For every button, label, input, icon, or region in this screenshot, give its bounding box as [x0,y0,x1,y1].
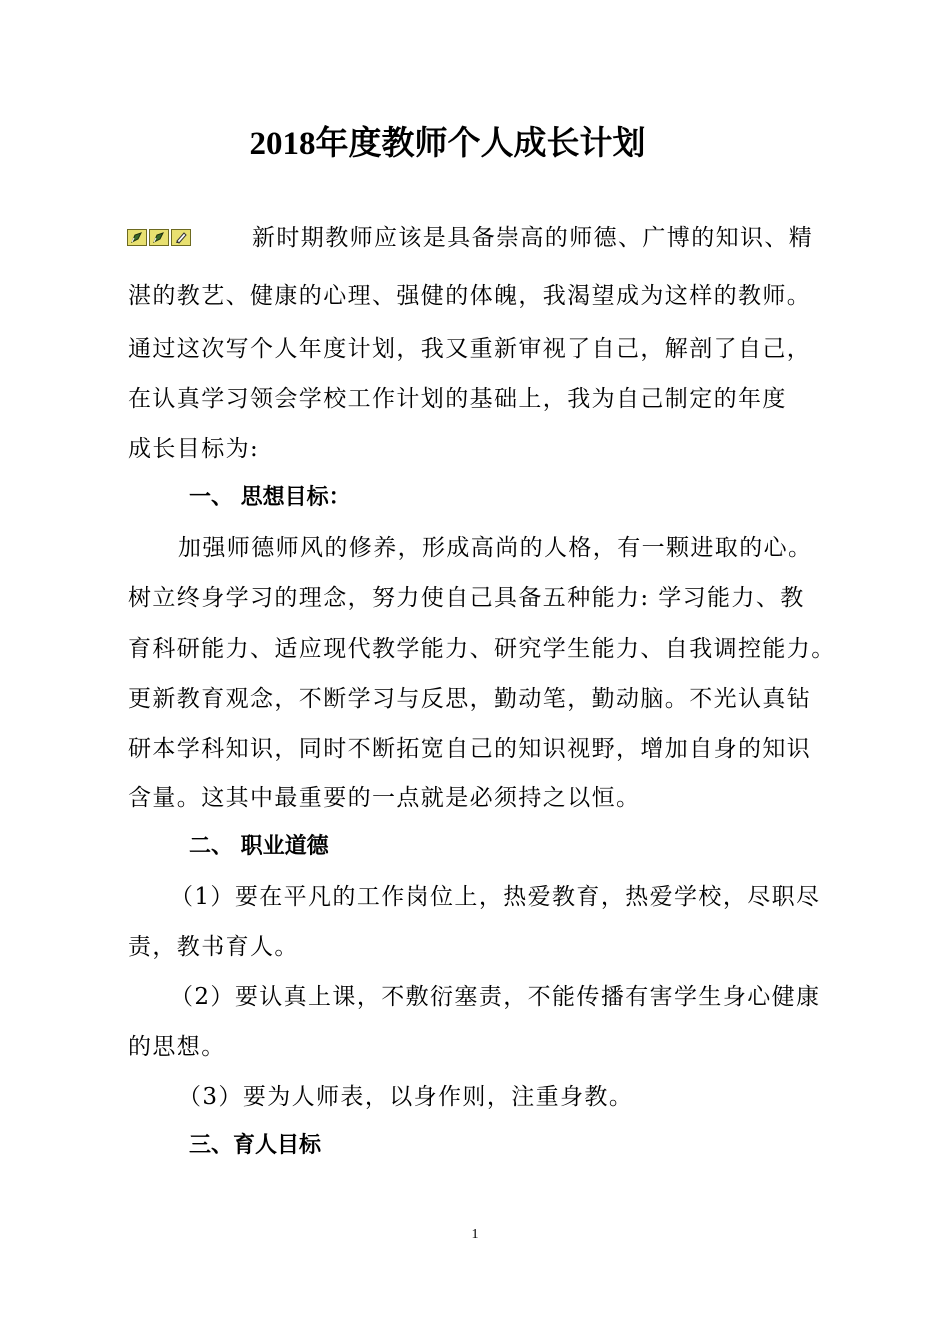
section2-item-3: （3）要为人师表，以身作则，注重身教。 [178,1084,634,1110]
pencil-icon [171,229,191,246]
page-number: 1 [471,1227,479,1242]
section1-line-1: 加强师德师风的修养，形成高尚的人格，有一颗进取的心。 [178,535,813,561]
intro-line-1: 新时期教师应该是具备崇高的师德、广博的知识、精 [252,225,814,251]
section1-line-6: 含量。这其中最重要的一点就是必须持之以恒。 [128,785,641,811]
section-heading-professional-ethics: 二、 职业道德 [189,834,329,859]
section2-item-2-line-2: 的思想。 [128,1034,226,1060]
intro-line-4: 在认真学习领会学校工作计划的基础上，我为自己制定的年度 [128,386,787,412]
document-title: 2018年度教师个人成长计划 [249,126,646,162]
section2-item-2-line-1: （2）要认真上课，不敷衍塞责，不能传播有害学生身心健康 [170,984,821,1010]
intro-icon-group [127,229,191,246]
section2-item-1-line-1: （1）要在平凡的工作岗位上，热爱教育，热爱学校，尽职尽 [170,884,821,910]
pen-icon [127,229,147,246]
section1-line-4: 更新教育观念，不断学习与反思，勤动笔，勤动脑。不光认真钻 [128,686,812,712]
section-heading-thought-goal: 一、 思想目标： [189,485,351,510]
section1-line-5: 研本学科知识，同时不断拓宽自己的知识视野，增加自身的知识 [128,736,812,762]
section1-line-2: 树立终身学习的理念，努力使自己具备五种能力: 学习能力、教 [128,585,805,611]
section-heading-education-goal: 三、育人目标 [189,1133,322,1158]
section2-item-1-line-2: 责，教书育人。 [128,934,299,960]
section1-line-3: 育科研能力、适应现代教学能力、研究学生能力、自我调控能力。 [128,636,836,662]
intro-line-2: 湛的教艺、健康的心理、强健的体魄，我渴望成为这样的教师。 [128,283,812,309]
pen-icon [149,229,169,246]
intro-line-3: 通过这次写个人年度计划，我又重新审视了自己，解剖了自己， [128,336,812,362]
intro-line-5: 成长目标为: [128,436,260,462]
